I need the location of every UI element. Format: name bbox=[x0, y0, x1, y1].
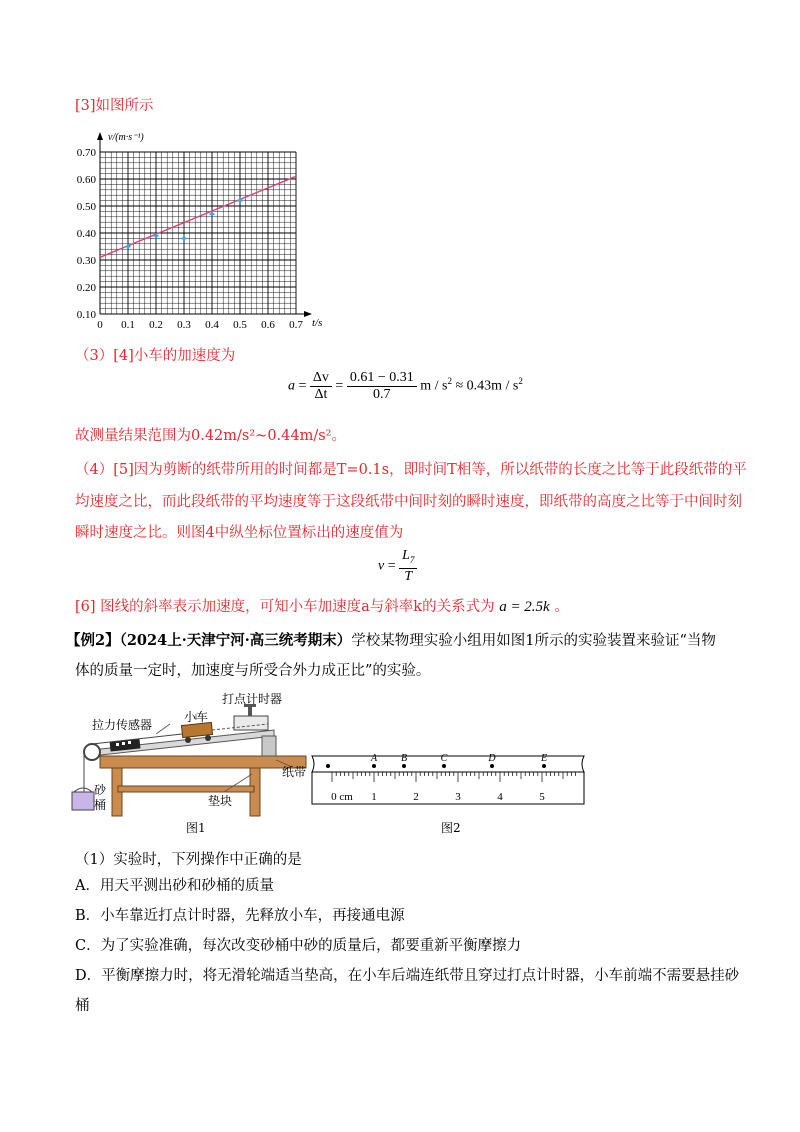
x-tick-label: 0.6 bbox=[261, 319, 275, 331]
ruler-label: 1 bbox=[371, 791, 377, 803]
eq-approx: ≈ 0.43m / s bbox=[455, 378, 519, 394]
example-source: （2024上·天津宁河·高三统考期末） bbox=[119, 632, 352, 649]
option-a[interactable]: A．用天平测出砂和砂桶的质量 bbox=[75, 878, 274, 894]
part6-text: [6] 图线的斜率表示加速度，可知小车加速度a与斜率k的关系式为 bbox=[75, 599, 495, 615]
eq-num-values: 0.61 − 0.31 bbox=[347, 370, 417, 387]
ruler-label: 2 bbox=[413, 791, 419, 803]
label-cart: 小车 bbox=[184, 710, 209, 724]
eq-v: v bbox=[378, 558, 385, 574]
y-tick-label: 0.10 bbox=[76, 309, 96, 321]
x-axis-label: t/s bbox=[312, 317, 323, 329]
x-tick-label: 0.3 bbox=[177, 319, 191, 331]
x-tick-label: 0.5 bbox=[233, 319, 247, 331]
tape-dot bbox=[442, 764, 446, 768]
pulley-icon bbox=[84, 744, 100, 760]
tape-point-label: B bbox=[400, 753, 408, 764]
tape-dot bbox=[542, 764, 546, 768]
ruler-label: 3 bbox=[455, 791, 461, 803]
y-tick-label: 0.40 bbox=[76, 228, 96, 240]
part6-end: 。 bbox=[554, 599, 569, 615]
x-tick-label: 0.7 bbox=[289, 319, 303, 331]
example-text1: 学校某物理实验小组用如图1所示的实验装置来验证“当物 bbox=[351, 633, 716, 649]
velocity-equation: v = $\frac{L_7}{T}$ bbox=[378, 548, 417, 585]
tape-dot bbox=[326, 764, 330, 768]
ruler-label: 4 bbox=[497, 791, 503, 803]
label-bucket-2: 桶 bbox=[94, 798, 107, 812]
part6-line bbox=[75, 597, 569, 617]
eq-L-sub: 7 bbox=[409, 554, 415, 565]
timer-icon bbox=[234, 704, 268, 730]
eq-sup1: 2 bbox=[447, 376, 452, 387]
tape-dot bbox=[490, 764, 494, 768]
label-tape: 纸带 bbox=[282, 765, 307, 779]
tape-point-label: E bbox=[540, 753, 548, 764]
y-axis-label: v/(m·s⁻¹) bbox=[108, 132, 144, 143]
eq-T: T bbox=[404, 568, 413, 584]
x-axis-arrow bbox=[304, 311, 312, 317]
part3-range: 故测量结果范围为0.42m/s²~0.44m/s²。 bbox=[75, 428, 346, 444]
ruler-label: 5 bbox=[539, 791, 545, 803]
tape-dot bbox=[372, 764, 376, 768]
tape-dot bbox=[402, 764, 406, 768]
eq-sup2: 2 bbox=[518, 376, 523, 387]
x-tick-label: 0.1 bbox=[121, 319, 135, 331]
option-c[interactable]: C．为了实验准确，每次改变砂桶中砂的质量后，都要重新平衡摩擦力 bbox=[75, 938, 522, 954]
option-d-cont: 桶 bbox=[75, 998, 90, 1014]
figure1-caption: 图1 bbox=[186, 821, 206, 835]
eq-frac-values bbox=[347, 370, 417, 403]
eq-dt: Δt bbox=[314, 387, 328, 402]
eq-frac-L7-T bbox=[399, 548, 417, 585]
part4-line2: 均速度之比，而此段纸带的平均速度等于这段纸带中间时刻的瞬时速度，即纸带的高度之比等于中间时刻 bbox=[75, 494, 742, 510]
y-tick-label: 0.70 bbox=[76, 147, 96, 159]
y-tick-label: 0.50 bbox=[76, 201, 96, 213]
ruler-label: 0 cm bbox=[331, 791, 353, 803]
tape-point-label: C bbox=[440, 753, 448, 764]
figure2-caption: 图2 bbox=[441, 821, 461, 835]
section-3-heading: [3]如图所示 bbox=[75, 98, 154, 114]
example2-line1 bbox=[66, 631, 716, 651]
part4-line1: （4）[5]因为剪断的纸带所用的时间都是T=0.1s，即时间T相等，所以纸带的长度之比等于此段纸带的平 bbox=[75, 462, 747, 478]
eq-den-values: 0.7 bbox=[373, 387, 391, 402]
label-block: 垫块 bbox=[208, 794, 233, 808]
label-force-sensor: 拉力传感器 bbox=[92, 718, 153, 732]
eq-dv: Δv bbox=[310, 370, 332, 387]
tape-point-label: D bbox=[488, 753, 496, 764]
eq-frac-dv-dt bbox=[310, 370, 332, 403]
option-b[interactable]: B．小车靠近打点计时器，先释放小车，再接通电源 bbox=[75, 908, 405, 924]
apparatus-table bbox=[100, 756, 306, 816]
block-shim bbox=[262, 736, 276, 756]
example2-line2: 体的质量一定时，加速度与所受合外力成正比”的实验。 bbox=[75, 663, 431, 679]
tape-point-label: A bbox=[370, 753, 378, 764]
sand-bucket-icon bbox=[72, 788, 94, 810]
question-1: （1）实验时，下列操作中正确的是 bbox=[75, 852, 302, 868]
label-bucket-1: 砂 bbox=[94, 783, 107, 797]
part4-line3: 瞬时速度之比。则图4中纵坐标位置标出的速度值为 bbox=[75, 525, 404, 541]
example-tag: 【例2】 bbox=[66, 632, 120, 649]
part6-equation: a = 2.5k bbox=[499, 599, 550, 615]
eq-a: a bbox=[288, 378, 295, 394]
y-tick-label: 0.30 bbox=[76, 255, 96, 267]
y-tick-label: 0.20 bbox=[76, 282, 96, 294]
option-d[interactable]: D．平衡摩擦力时，将无滑轮端适当垫高，在小车后端连纸带且穿过打点计时器，小车前端不需要悬挂砂 bbox=[75, 968, 740, 984]
eq-unit: m / s bbox=[420, 378, 448, 394]
eq-L: L bbox=[402, 548, 410, 563]
x-tick-label: 0.2 bbox=[149, 319, 163, 331]
part3-label: （3）[4]小车的加速度为 bbox=[75, 348, 236, 364]
velocity-time-chart bbox=[60, 124, 340, 336]
data-point bbox=[182, 236, 187, 241]
y-tick-label: 0.60 bbox=[76, 174, 96, 186]
figure2-tape-ruler bbox=[306, 748, 590, 808]
acceleration-equation: a = $\frac{\Delta v}{\Delta t}$ = $\frac{0.61 - 0.31}{0.7}$ $m / s^2 \approx 0.43m / s^2$ bbox=[288, 370, 523, 402]
x-tick-label: 0.4 bbox=[205, 319, 219, 331]
label-timer: 打点计时器 bbox=[222, 692, 283, 706]
x-tick-label: 0 bbox=[97, 319, 103, 331]
y-axis-arrow bbox=[97, 132, 103, 140]
